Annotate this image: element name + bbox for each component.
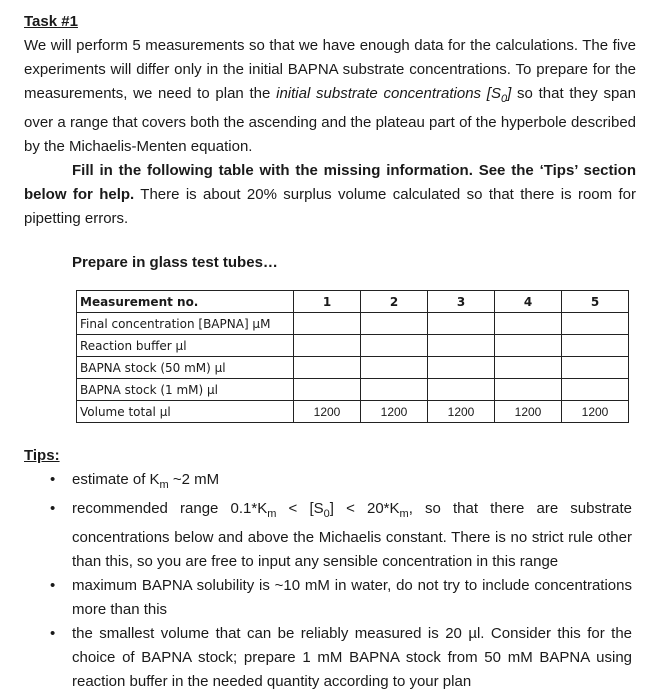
- column-header-5: 5: [562, 291, 629, 313]
- cell-final-concentration-5[interactable]: [562, 313, 629, 335]
- cell-final-concentration-3[interactable]: [428, 313, 495, 335]
- list-item: [72, 468, 632, 497]
- intro-text-end: so that they span over a range that covers both the ascending and the plateau part of the hyperbole described by the Michaelis-Menten equation.: [24, 85, 636, 155]
- column-header-1: 1: [294, 291, 361, 313]
- tip-range-subscript-3: m: [399, 508, 409, 520]
- cell-bapna-1mm-1[interactable]: [294, 379, 361, 401]
- table-row: [77, 335, 629, 357]
- cell-volume-total-5: 1200: [562, 401, 629, 423]
- header-label: Measurement no.: [77, 291, 294, 313]
- cell-volume-total-4: 1200: [495, 401, 562, 423]
- row-label-reaction-buffer: Reaction buffer µl: [77, 335, 294, 357]
- intro-surplus-note: There is about 20% surplus volume calculated so that there is room for pipetting errors.: [24, 186, 636, 227]
- tip-range-subscript-1: m: [267, 508, 277, 520]
- task-title: Task #1: [24, 13, 78, 30]
- cell-volume-total-2: 1200: [361, 401, 428, 423]
- cell-bapna-50mm-4[interactable]: [495, 357, 562, 379]
- row-label-volume-total: Volume total µl: [77, 401, 294, 423]
- cell-bapna-1mm-4[interactable]: [495, 379, 562, 401]
- table-header-row: [77, 291, 629, 313]
- list-item: [72, 622, 632, 694]
- tips-list: [72, 468, 632, 694]
- intro-bold-instruction: Fill in the following table with the missing information. See the ‘Tips’ section below for help.: [24, 162, 636, 203]
- list-item: [72, 497, 632, 574]
- row-label-bapna-stock-50mm: BAPNA stock (50 mM) µl: [77, 357, 294, 379]
- cell-bapna-50mm-1[interactable]: [294, 357, 361, 379]
- tips-heading: Tips:: [24, 447, 60, 464]
- intro-italic-subscript: 0: [500, 93, 508, 105]
- intro-paragraph-2: [24, 159, 636, 231]
- cell-final-concentration-4[interactable]: [495, 313, 562, 335]
- cell-reaction-buffer-2[interactable]: [361, 335, 428, 357]
- tip-range-text-4: , so that there are substrate concentrations below and above the Michaelis constant. There is no strict rule other than this, so you are free to input any sensible concentration in this range: [72, 500, 633, 570]
- cell-reaction-buffer-1[interactable]: [294, 335, 361, 357]
- tip-range-subscript-2: 0: [323, 508, 330, 520]
- tip-solubility: maximum BAPNA solubility is ~10 mM in water, do not try to include concentrations more than this: [72, 577, 632, 618]
- column-header-2: 2: [361, 291, 428, 313]
- tip-range-text-2: < [S: [276, 500, 324, 517]
- column-header-3: 3: [428, 291, 495, 313]
- table-row: [77, 313, 629, 335]
- table-row: [77, 357, 629, 379]
- cell-reaction-buffer-4[interactable]: [495, 335, 562, 357]
- column-header-4: 4: [495, 291, 562, 313]
- cell-final-concentration-1[interactable]: [294, 313, 361, 335]
- cell-final-concentration-2[interactable]: [361, 313, 428, 335]
- tip-km-subscript: m: [159, 479, 169, 491]
- intro-paragraph-1: [24, 34, 636, 159]
- intro-text: We will perform 5 measurements so that we have enough data for the calculations. The five experiments will differ only in the initial BAPNA substrate concentrations. To prepare for the measurements, we need to plan the: [24, 37, 636, 102]
- intro-italic-term: [276, 85, 512, 105]
- task-instructions: [24, 34, 636, 231]
- tip-range-text-3: ] < 20*K: [329, 500, 400, 517]
- intro-italic-text: initial substrate concentrations [S: [276, 85, 501, 102]
- list-item: [72, 574, 632, 622]
- row-label-final-concentration: Final concentration [BAPNA] µM: [77, 313, 294, 335]
- cell-bapna-1mm-5[interactable]: [562, 379, 629, 401]
- table-heading: Prepare in glass test tubes…: [72, 254, 278, 271]
- cell-volume-total-1: 1200: [294, 401, 361, 423]
- tip-km-text: estimate of K: [72, 471, 160, 488]
- cell-bapna-50mm-5[interactable]: [562, 357, 629, 379]
- cell-bapna-50mm-2[interactable]: [361, 357, 428, 379]
- tip-range-text: recommended range 0.1*K: [72, 500, 268, 517]
- table-row: [77, 379, 629, 401]
- cell-reaction-buffer-5[interactable]: [562, 335, 629, 357]
- tip-km-value: ~2 mM: [168, 471, 220, 488]
- cell-bapna-50mm-3[interactable]: [428, 357, 495, 379]
- tip-smallest-volume: the smallest volume that can be reliably measured is 20 µl. Consider this for the choice of BAPNA stock; prepare 1 mM BAPNA stock from 50 mM BAPNA using reaction buffer in the needed quantity according to your plan: [72, 625, 632, 690]
- intro-italic-end: ]: [507, 85, 512, 102]
- cell-bapna-1mm-3[interactable]: [428, 379, 495, 401]
- cell-volume-total-3: 1200: [428, 401, 495, 423]
- table-row: [77, 401, 629, 423]
- cell-reaction-buffer-3[interactable]: [428, 335, 495, 357]
- measurement-plan-table: [76, 290, 629, 423]
- row-label-bapna-stock-1mm: BAPNA stock (1 mM) µl: [77, 379, 294, 401]
- cell-bapna-1mm-2[interactable]: [361, 379, 428, 401]
